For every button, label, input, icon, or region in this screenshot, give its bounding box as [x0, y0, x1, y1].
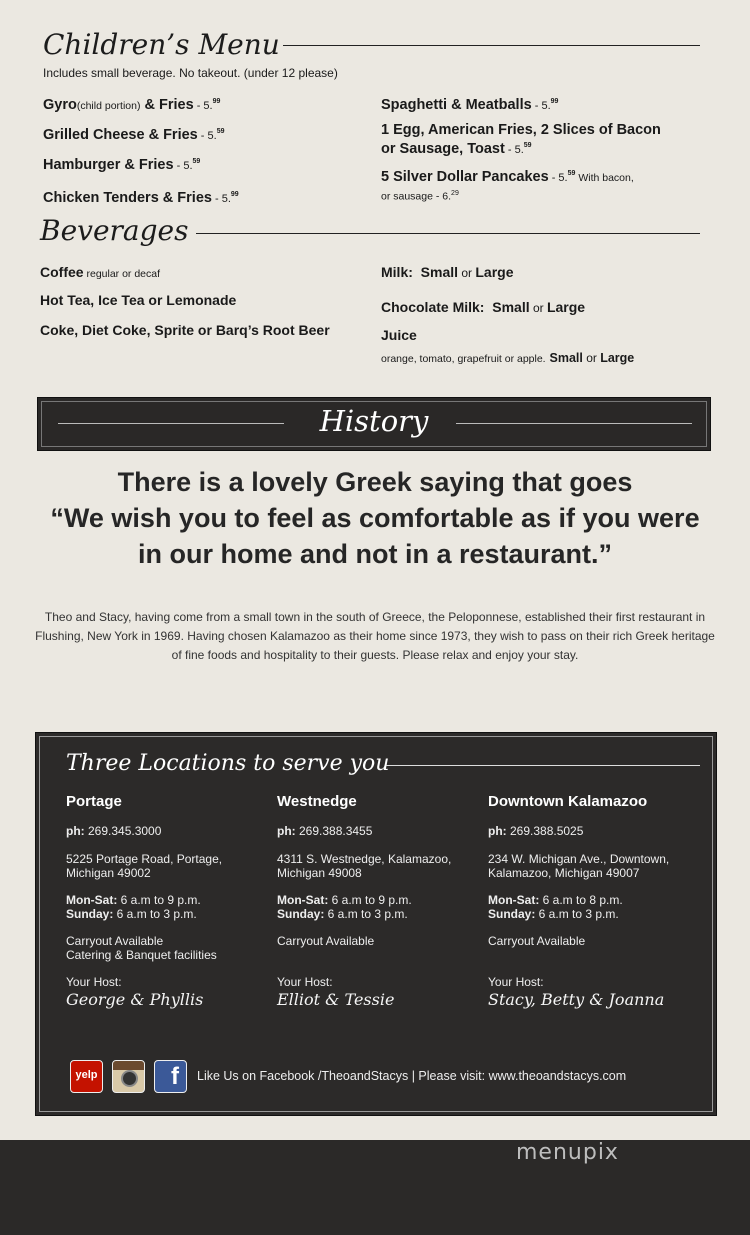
beverage-coffee: Coffee regular or decaf	[40, 264, 161, 280]
instagram-icon[interactable]	[112, 1060, 145, 1093]
history-story: Theo and Stacy, having come from a small town in the south of Greece, the Peloponnese, established their first restaurant in Flushing, New York in 1969. Having chosen Kalamazoo as their home since 1973, they wish to pass on their rich Greek heritage of fine foods and hospitality to their guests. Please relax and enjoy your stay.	[35, 610, 715, 662]
location-downtown-kalamazoo: Downtown Kalamazoo ph: 269.388.5025 234 W. Michigan Ave., Downtown, Kalamazoo, Michigan 49007 Mon-Sat: 6 a.m to 8 p.m. Sunday: 6 a.m to 3 p.m. Carryout Available Your Host: Stacy, Betty & Joanna	[488, 795, 688, 1007]
menu-item-grilled-cheese: Grilled Cheese & Fries - 5.59	[43, 126, 225, 143]
menu-item-breakfast: 1 Egg, American Fries, 2 Slices of Bacon or Sausage, Toast - 5.59	[381, 122, 661, 157]
divider	[386, 765, 700, 766]
beverage-soda: Coke, Diet Coke, Sprite or Barq’s Root Beer	[40, 322, 330, 338]
menu-item-gyro: Gyro(child portion) & Fries - 5.99	[43, 96, 221, 113]
beverage-milk: Milk: Small or Large	[381, 264, 514, 280]
history-title: History	[319, 404, 429, 438]
host-name: Elliot & Tessie	[277, 990, 395, 1009]
menu-item-chicken-tenders: Chicken Tenders & Fries - 5.99	[43, 189, 239, 206]
beverage-juice: Juice orange, tomato, grapefruit or apple. Small or Large	[381, 327, 635, 365]
social-footer-text: Like Us on Facebook /TheoandStacys | Please visit: www.theoandstacys.com	[197, 1069, 627, 1083]
menu-item-spaghetti: Spaghetti & Meatballs - 5.99	[381, 96, 559, 113]
history-banner	[37, 397, 711, 451]
yelp-icon[interactable]: yelp	[70, 1060, 103, 1093]
beverage-tea: Hot Tea, Ice Tea or Lemonade	[40, 292, 237, 308]
location-portage: Portage ph: 269.345.3000 5225 Portage Road, Portage, Michigan 49002 Mon-Sat: 6 a.m to 9 p.m. Sunday: 6 a.m to 3 p.m. Carryout Available Catering & Banquet facilities Your Host: George & Phyllis	[66, 795, 266, 1007]
menu-item-pancakes: 5 Silver Dollar Pancakes - 5.59 With bacon, or sausage - 6.29	[381, 168, 634, 203]
divider	[283, 45, 700, 46]
menu-item-hamburger: Hamburger & Fries - 5.59	[43, 156, 201, 173]
childrens-menu-title: Children’s Menu	[43, 28, 280, 61]
location-westnedge: Westnedge ph: 269.388.3455 4311 S. Westnedge, Kalamazoo, Michigan 49008 Mon-Sat: 6 a.m to 9 p.m. Sunday: 6 a.m to 3 p.m. Carryout Available Your Host: Elliot & Tessie	[277, 795, 477, 1007]
host-name: Stacy, Betty & Joanna	[488, 990, 665, 1009]
childrens-note: Includes small beverage. No takeout. (under 12 please)	[43, 66, 338, 80]
menupix-watermark: menupix	[516, 1140, 619, 1165]
divider	[196, 233, 700, 234]
greek-saying-quote: There is a lovely Greek saying that goes “We wish you to feel as comfortable as if you were in our home and not in a restaurant.”	[50, 467, 700, 569]
host-name: George & Phyllis	[66, 990, 204, 1009]
locations-title: Three Locations to serve you	[66, 751, 390, 776]
bottom-band	[0, 1140, 750, 1235]
facebook-icon[interactable]: f	[154, 1060, 187, 1093]
locations-panel	[35, 732, 717, 1116]
beverages-title: Beverages	[40, 214, 189, 247]
divider	[456, 423, 692, 424]
beverage-chocolate-milk: Chocolate Milk: Small or Large	[381, 299, 586, 315]
